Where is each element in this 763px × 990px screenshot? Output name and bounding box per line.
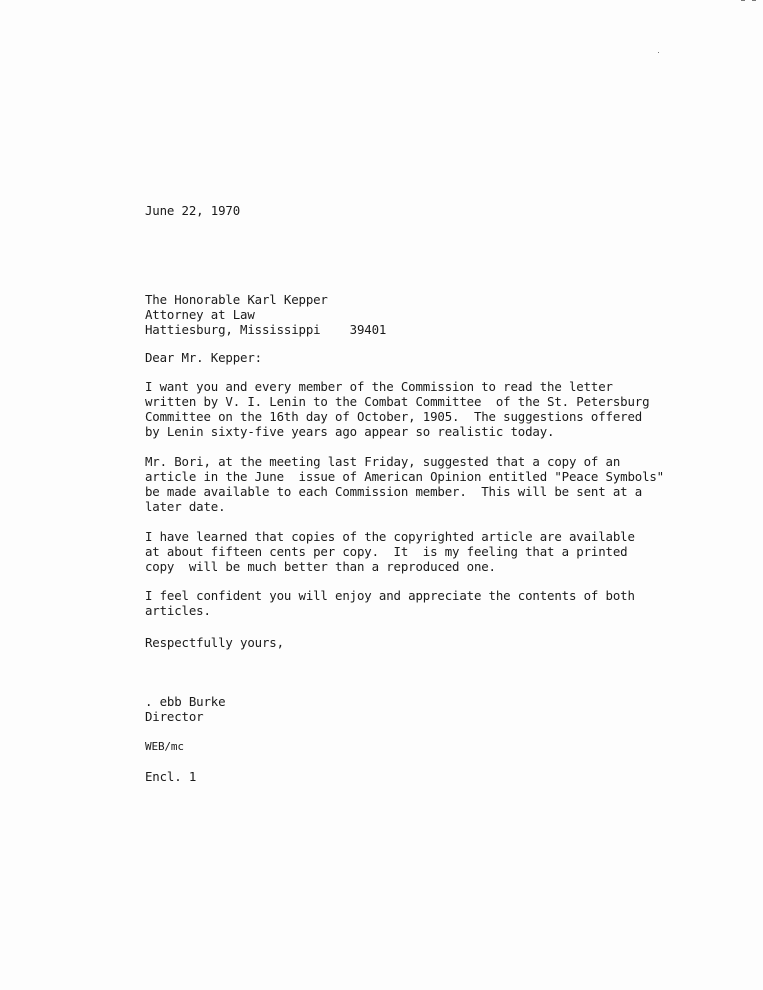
paragraph-3-line-1: I have learned that copies of the copyrighted article are available: [145, 529, 635, 544]
signer-name: . ebb Burke: [145, 694, 226, 709]
signer-title: Director: [145, 709, 204, 724]
enclosure-note: Encl. 1: [145, 769, 197, 784]
salutation: Dear Mr. Kepper:: [145, 350, 262, 365]
scan-speck: [658, 52, 659, 53]
paragraph-3-line-2: at about fifteen cents per copy. It is my feeling that a printed: [145, 544, 628, 559]
paragraph-2-line-2: article in the June issue of American Opinion entitled "Peace Symbols": [145, 469, 664, 484]
typist-initials: WEB/mc: [145, 740, 184, 753]
paragraph-1-line-1: I want you and every member of the Commission to read the letter: [145, 379, 613, 394]
paragraph-2-line-3: be made available to each Commission member. This will be sent at a: [145, 484, 643, 499]
address-line-city: Hattiesburg, Mississippi 39401: [145, 322, 387, 337]
paragraph-1-line-2: written by V. I. Lenin to the Combat Committee of the St. Petersburg: [145, 394, 650, 409]
paragraph-1-line-3: Committee on the 16th day of October, 1905. The suggestions offered: [145, 409, 643, 424]
address-line-title: Attorney at Law: [145, 307, 255, 322]
paragraph-4-line-2: articles.: [145, 603, 211, 618]
paragraph-4-line-1: I feel confident you will enjoy and appreciate the contents of both: [145, 588, 635, 603]
closing: Respectfully yours,: [145, 635, 284, 650]
paragraph-1-line-4: by Lenin sixty-five years ago appear so realistic today.: [145, 424, 555, 439]
letter-date: June 22, 1970: [145, 203, 241, 218]
address-line-name: The Honorable Karl Kepper: [145, 292, 328, 307]
paragraph-2-line-4: later date.: [145, 499, 226, 514]
scan-speck: [752, 0, 756, 1]
paragraph-3-line-3: copy will be much better than a reproduced one.: [145, 559, 496, 574]
scan-speck: [741, 0, 745, 1]
paragraph-2-line-1: Mr. Bori, at the meeting last Friday, suggested that a copy of an: [145, 454, 621, 469]
